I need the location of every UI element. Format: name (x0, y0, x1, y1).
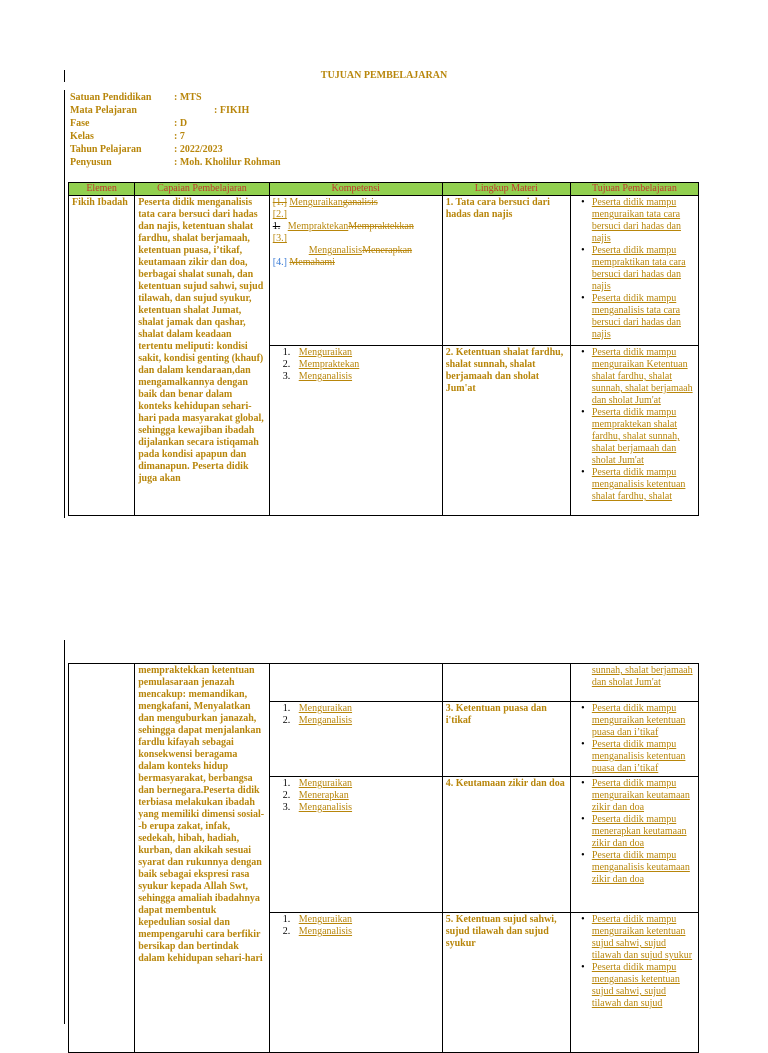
komp-text-deleted: Mempraktekkan (348, 221, 414, 232)
komp-text: Menerapkan (298, 790, 349, 801)
komp-list (273, 347, 439, 383)
materi-cell: 4. Keutamaan zikir dan doa (442, 777, 570, 913)
komp-num: 1. (282, 778, 291, 789)
bullet-icon: • (581, 850, 585, 861)
materi-cell: 3. Ketentuan puasa dan i'tikaf (442, 702, 570, 777)
komp-num: 1. (282, 914, 291, 925)
list-item (574, 739, 695, 775)
komp-list (273, 778, 439, 814)
bullet-icon: • (581, 347, 585, 358)
bullet-icon: • (581, 467, 585, 478)
list-item (574, 703, 695, 739)
list-item (574, 814, 695, 850)
document-title: TUJUAN PEMBELAJARAN (320, 70, 448, 81)
list-item (574, 197, 695, 245)
bullet-icon: • (581, 914, 585, 925)
komp-text: Menganalisis (298, 715, 353, 726)
elemen-cell: Fikih Ibadah (69, 196, 135, 516)
table-header-row (69, 183, 699, 196)
meta-row (70, 104, 281, 117)
header-tujuan: Tujuan Pembelajaran (570, 183, 698, 196)
tujuan-text: Peserta didik mampu menguraikan Ketentuan shalat fardhu, shalat sunnah, shalat berjamaah dan sholat Jum'at (591, 347, 693, 406)
header-kompetensi: Kompetensi (269, 183, 442, 196)
meta-label: Kelas (70, 131, 94, 142)
tujuan-list (574, 197, 695, 341)
kompetensi-cell (269, 913, 442, 1053)
bullet-icon: • (581, 293, 585, 304)
meta-label: Tahun Pelajaran (70, 144, 142, 155)
list-item (273, 371, 439, 383)
header-capaian: Capaian Pembelajaran (135, 183, 270, 196)
komp-line (273, 221, 439, 233)
document-meta (70, 91, 281, 169)
meta-label: Fase (70, 118, 90, 129)
list-item (574, 914, 695, 962)
capaian-cell: Peserta didik menganalisis tata cara bersuci dari hadas dan najis, ketentuan shalat fardhu, shalat berjamaah, ketentuan puasa, i’tikaf, keutamaan zikir dan doa, berbagai shalat sunah, dan ketentuan sujud sahwi, sujud tilawah, dan sujud syukur, ketentuan shalat Jumat, shalat jamak dan qashar, shalat dalam keadaan tertentu meliputi: kondisi sakit, kondisi genting (khauf) dan dalam kendaraan,dan mengamalkannya dengan baik dan benar dalam konteks kehidupan sehari-hari pada masyarakat global, sehingga kewajiban ibadah dijalankan secara istiqamah pada kondisi apapun dan dimanapun. Peserta didik juga akan (135, 196, 270, 516)
bullet-icon: • (581, 245, 585, 256)
komp-text: Mempraktekan (298, 359, 360, 370)
header-lingkup-materi: Lingkup Materi (442, 183, 570, 196)
list-item (574, 347, 695, 407)
komp-num: [1.] (272, 197, 287, 208)
kompetensi-cell (269, 777, 442, 913)
list-item (273, 790, 439, 802)
komp-line (273, 245, 439, 257)
meta-value: : 2022/2023 (174, 144, 223, 155)
komp-text: Menguraikan (298, 914, 353, 925)
elemen-cell (69, 664, 135, 1053)
learning-objectives-table (68, 182, 699, 516)
bullet-icon: • (581, 739, 585, 750)
list-item (574, 962, 695, 1010)
komp-text-deleted: Memahami (289, 257, 335, 268)
komp-line (273, 209, 439, 221)
meta-value: : 7 (174, 131, 185, 142)
komp-line (273, 233, 439, 245)
bullet-icon: • (581, 703, 585, 714)
tujuan-text: Peserta didik mampu menguraikan ketentuan sujud sahwi, sujud tilawah dan sujud syukur (591, 914, 693, 961)
list-item (273, 802, 439, 814)
list-item (273, 703, 439, 715)
komp-num: [2.] (272, 209, 287, 220)
margin-line (64, 90, 65, 518)
list-item (273, 347, 439, 359)
komp-text: guraikan (307, 197, 343, 208)
meta-value: : D (174, 118, 188, 129)
komp-num: 2. (282, 926, 291, 937)
list-item (574, 407, 695, 467)
table-row (69, 664, 699, 702)
bullet-icon: • (581, 407, 585, 418)
komp-text-deleted: ganalisis (342, 197, 378, 208)
komp-text: Menguraikan (298, 778, 353, 789)
list-item (273, 914, 439, 926)
materi-cell: 1. Tata cara bersuci dari hadas dan najis (442, 196, 570, 346)
komp-text-deleted: Menerapkan (362, 245, 413, 256)
tujuan-text: Peserta didik mampu mempraktikan tata cara bersuci dari hadas dan najis (591, 245, 686, 292)
tujuan-cell (570, 196, 698, 346)
kompetensi-cell (269, 346, 442, 516)
capaian-cell: mempraktekkan ketentuan pemulasaraan jenazah mencakup: memandikan, mengkafani, Menyalatkan dan menguburkan janazah, sehingga dapat menjalankan fardlu kifayah sebagai konsekwensi beragama dalam konteks hidup bermasyarakat, berbangsa dan bernegara.Peserta didik terbiasa melakukan ibadah yang memiliki dimensi sosial--b erupa zakat, infak, sedekah, hibah, hadiah, kurban, dan akikah sesuai syarat dan rukunnya dengan baik sebagai ekspresi rasa syukur kepada Allah Swt, sehingga amaliah ibadahnya dapat membentuk kepedulian sosial dan mempengaruhi cara berfikir bersikap dan bertindak dalam kehidupan sehari-hari (135, 664, 270, 1053)
tujuan-cell (570, 702, 698, 777)
table-row (69, 196, 699, 346)
tujuan-cell (570, 664, 698, 702)
tujuan-cell (570, 346, 698, 516)
tujuan-list (574, 914, 695, 1010)
bullet-icon: • (581, 778, 585, 789)
komp-num: 1. (282, 703, 291, 714)
list-item (273, 359, 439, 371)
komp-num: 3. (282, 802, 291, 813)
komp-text: Menguraikan (298, 347, 353, 358)
komp-text: Men (289, 197, 308, 208)
tujuan-text: Peserta didik mampu menganasis ketentuan sujud sahwi, sujud tilawah dan sujud (591, 962, 680, 1009)
margin-line (64, 640, 65, 1024)
list-item (574, 778, 695, 814)
list-item (273, 778, 439, 790)
komp-text: Mempraktekan (287, 221, 349, 232)
materi-cell: 2. Ketentuan shalat fardhu, shalat sunnah, shalat berjamaah dan sholat Jum'at (442, 346, 570, 516)
list-item (574, 245, 695, 293)
komp-num: [4.] (272, 257, 287, 268)
tujuan-text: Peserta didik mampu menguraikan tata cara bersuci dari hadas dan najis (591, 197, 681, 244)
bullet-icon: • (581, 814, 585, 825)
learning-objectives-table-continued (68, 663, 699, 1053)
meta-value: : FIKIH (214, 105, 250, 116)
komp-num: 2. (282, 790, 291, 801)
kompetensi-cell (269, 702, 442, 777)
tujuan-list (574, 703, 695, 775)
tujuan-text: Peserta didik mampu menguraikan ketentuan puasa dan i’tikaf (591, 703, 686, 738)
tujuan-list (574, 778, 695, 886)
komp-line (273, 197, 439, 209)
tujuan-text: Peserta didik mampu menganalisis keutamaan zikir dan doa (591, 850, 690, 885)
document-page-2 (0, 640, 768, 1024)
meta-row (70, 156, 281, 169)
materi-cell: 5. Ketentuan sujud sahwi, sujud tilawah dan sujud syukur (442, 913, 570, 1053)
materi-cell (442, 664, 570, 702)
meta-row (70, 143, 281, 156)
meta-label: Mata Pelajaran (70, 105, 137, 116)
meta-row (70, 91, 281, 104)
bullet-icon: • (581, 962, 585, 973)
komp-line (273, 257, 439, 269)
list-item (273, 715, 439, 727)
komp-num: [3.] (272, 233, 287, 244)
meta-row (70, 130, 281, 143)
tujuan-text: Peserta didik mampu menguraikan keutamaan zikir dan doa (591, 778, 690, 813)
komp-text: Menganalisis (308, 245, 363, 256)
komp-num: 3. (282, 371, 291, 382)
komp-text: Menganalisis (298, 802, 353, 813)
komp-text: Menganalisis (298, 926, 353, 937)
komp-text: Menganalisis (298, 371, 353, 382)
tujuan-text: Peserta didik mampu menganalisis tata cara bersuci dari hadas dan najis (591, 293, 681, 340)
meta-value: : Moh. Kholilur Rohman (174, 157, 281, 168)
list-item (574, 850, 695, 886)
list-item (574, 467, 695, 503)
bullet-icon: • (581, 197, 585, 208)
komp-list (273, 703, 439, 727)
kompetensi-cell (269, 664, 442, 702)
tujuan-text: Peserta didik mampu menganalisis ketentuan puasa dan i’tikaf (591, 739, 686, 774)
list-item (574, 293, 695, 341)
tujuan-text: Peserta didik mampu menerapkan keutamaan zikir dan doa (591, 814, 687, 849)
tujuan-cell (570, 913, 698, 1053)
tujuan-cell (570, 777, 698, 913)
komp-list (273, 914, 439, 938)
komp-num: 1. (282, 347, 291, 358)
list-item (273, 926, 439, 938)
header-elemen: Elemen (69, 183, 135, 196)
meta-value: : MTS (174, 92, 202, 103)
meta-label: Penyusun (70, 157, 112, 168)
tujuan-text: sunnah, shalat berjamaah dan sholat Jum'at (591, 665, 693, 688)
meta-label: Satuan Pendidikan (70, 92, 152, 103)
tujuan-text: Peserta didik mampu mempraktekan shalat fardhu, shalat sunnah, shalat berjamaah dan sholat Jum'at (591, 407, 680, 466)
kompetensi-cell (269, 196, 442, 346)
komp-num: 2. (282, 715, 291, 726)
komp-text: Menguraikan (298, 703, 353, 714)
page-gap (0, 560, 768, 640)
komp-num-deleted: 1. (272, 221, 281, 232)
tujuan-text: Peserta didik mampu menganalisis ketentuan shalat fardhu, shalat (591, 467, 686, 502)
komp-num: 2. (282, 359, 291, 370)
tujuan-list (574, 347, 695, 503)
meta-row (70, 117, 281, 130)
